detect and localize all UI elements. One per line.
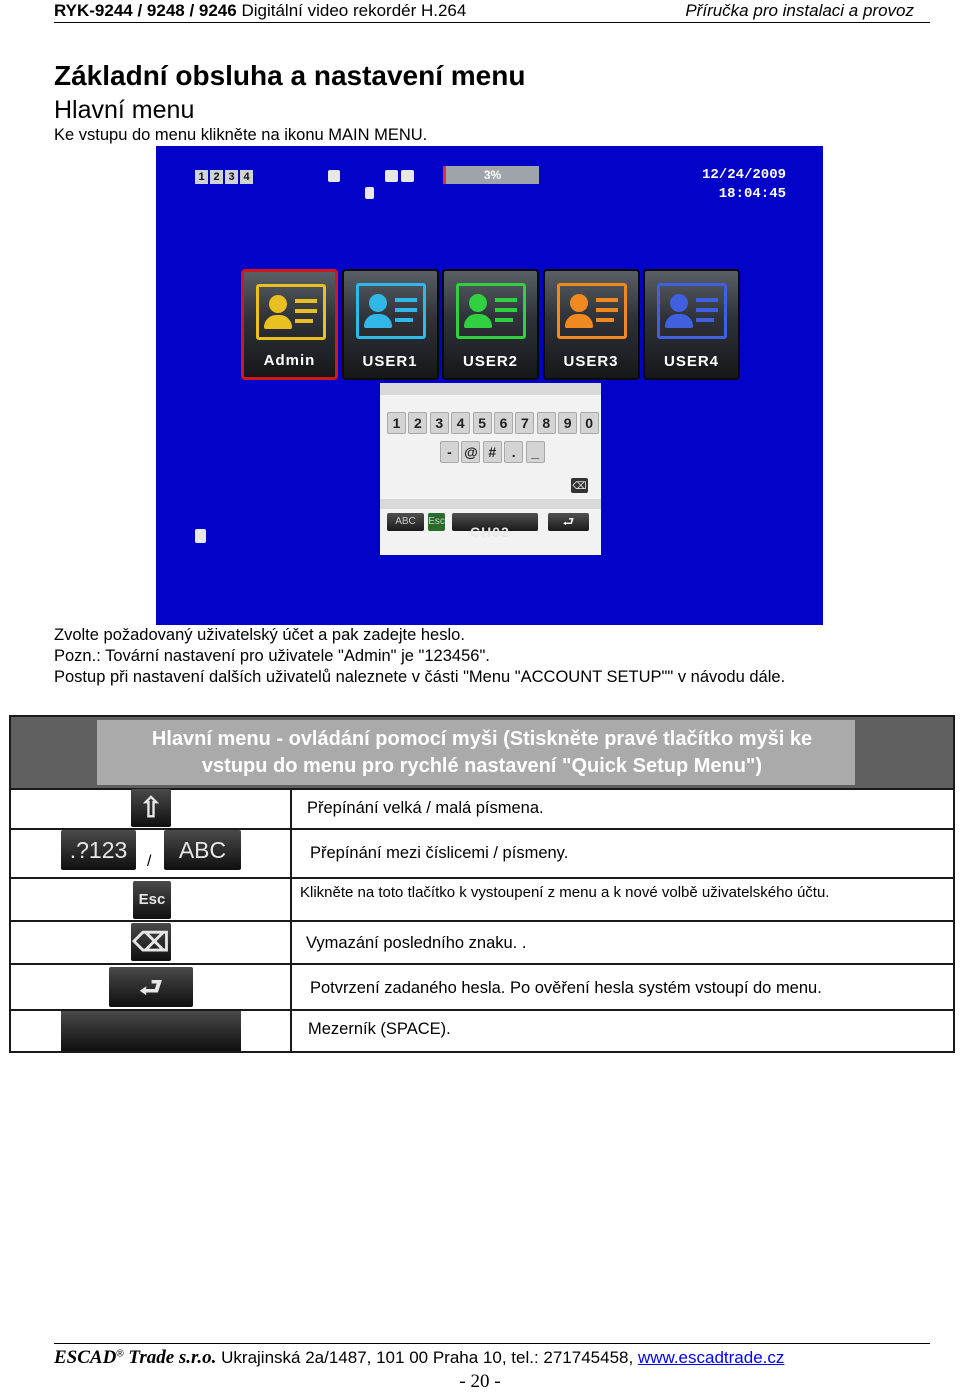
table-row-text: Přepínání mezi číslicemi / písmeny. — [310, 844, 569, 862]
card-line — [395, 318, 413, 322]
note-line: Zvolte požadovaný uživatelský účet a pak zadejte heslo. — [54, 626, 465, 644]
keyboard-key[interactable]: 2 — [408, 412, 427, 434]
table-row-text: Mezerník (SPACE). — [308, 1020, 451, 1038]
record-icon — [401, 170, 414, 182]
user-head-shape — [570, 294, 588, 312]
card-line — [495, 308, 517, 312]
shift-button[interactable] — [131, 789, 171, 827]
footer-website-link[interactable]: www.escadtrade.cz — [637, 1348, 785, 1367]
table-title-line: vstupu do menu pro rychlé nastavení "Quick Setup Menu") — [201, 755, 763, 777]
section-title: Hlavní menu — [54, 96, 195, 124]
user-profile-icon — [256, 284, 326, 340]
card-line — [596, 318, 614, 322]
channel-indicator: 4 — [240, 170, 253, 184]
card-line — [696, 308, 718, 312]
note-line: Postup při nastavení dalších uživatelů naleznete v části "Menu "ACCOUNT SETUP"" v návodu dále. — [54, 668, 786, 686]
backspace-button[interactable] — [131, 923, 171, 961]
card-line — [596, 308, 618, 312]
table-header — [11, 717, 953, 788]
footer — [54, 1347, 784, 1369]
keyboard-key[interactable]: 4 — [451, 412, 470, 434]
numeric-mode-button[interactable]: .?123 — [61, 830, 136, 870]
card-line — [295, 299, 317, 303]
user-head-shape — [369, 294, 387, 312]
header-model — [54, 1, 466, 21]
date-text: 12/24/2009 — [701, 167, 786, 183]
enter-key[interactable] — [548, 513, 589, 531]
page-title: Základní obsluha a nastavení menu — [54, 60, 526, 91]
keyboard-top-bar — [380, 383, 601, 395]
dvr-screen — [156, 146, 823, 625]
user-body-shape — [665, 314, 693, 328]
backspace-icon: ⌫ — [572, 481, 587, 492]
keyboard-key[interactable]: 0 — [580, 412, 599, 434]
channel-label: CH02 — [470, 524, 510, 540]
row-divider — [11, 920, 953, 922]
enter-icon: ⮐ — [139, 972, 163, 1002]
disk-usage-bar: 3% — [443, 166, 539, 184]
user-card-label: USER1 — [362, 353, 418, 370]
backspace-key[interactable] — [571, 478, 588, 493]
row-divider — [11, 828, 953, 830]
user-card[interactable] — [543, 269, 640, 380]
user-body-shape — [565, 314, 593, 328]
time-text: 18:04:45 — [718, 186, 786, 202]
keyboard-key[interactable]: 8 — [537, 412, 556, 434]
mute-icon — [328, 170, 340, 182]
keyboard-key[interactable]: _ — [526, 441, 545, 463]
menu-icon[interactable] — [195, 529, 206, 543]
channel-indicator: 3 — [225, 170, 238, 184]
card-line — [495, 298, 517, 302]
user-profile-icon — [356, 283, 426, 339]
space-button[interactable] — [61, 1011, 241, 1051]
keyboard-key[interactable]: 5 — [473, 412, 492, 434]
user-body-shape — [264, 315, 292, 329]
card-line — [596, 298, 618, 302]
user-card-label: USER4 — [663, 353, 720, 370]
keyboard-mid-bar — [380, 499, 601, 509]
card-line — [696, 318, 714, 322]
card-line — [395, 298, 417, 302]
footer-brand: ESCAD — [54, 1347, 117, 1368]
controls-table — [9, 715, 955, 1053]
esc-button[interactable]: Esc — [133, 881, 171, 919]
keyboard-key[interactable]: 6 — [494, 412, 513, 434]
channel-indicator: 2 — [210, 170, 223, 184]
enter-icon: ⮐ — [562, 514, 575, 529]
row-divider — [11, 963, 953, 965]
card-line — [295, 319, 313, 323]
keyboard-key[interactable]: 1 — [387, 412, 406, 434]
table-title-line: Hlavní menu - ovládání pomocí myši (Stiskněte pravé tlačítko myši ke — [151, 728, 813, 750]
user-profile-icon — [557, 283, 627, 339]
user-body-shape — [364, 314, 392, 328]
keyboard-key[interactable]: # — [483, 441, 502, 463]
header-model-number: RYK-9244 / 9248 / 9246 — [54, 1, 237, 20]
user-card[interactable] — [241, 269, 338, 380]
intro-text: Ke vstupu do menu klikněte na ikonu MAIN MENU. — [54, 126, 428, 144]
table-row-text: Potvrzení zadaného hesla. Po ověření hesla systém vstoupí do menu. — [310, 979, 822, 997]
keyboard-key[interactable]: - — [440, 441, 459, 463]
footer-address: Ukrajinská 2a/1487, 101 00 Praha 10, tel.: 271745458, — [221, 1348, 634, 1367]
user-head-shape — [469, 294, 487, 312]
card-line — [495, 318, 513, 322]
keyboard-key[interactable]: @ — [461, 441, 480, 463]
user-profile-icon — [657, 283, 727, 339]
channel-indicator: 1 — [195, 170, 208, 184]
page-number: - 20 - — [459, 1371, 501, 1392]
enter-button[interactable] — [109, 967, 193, 1007]
card-line — [696, 298, 718, 302]
user-card-label: USER2 — [462, 353, 519, 370]
keyboard-key[interactable]: 9 — [558, 412, 577, 434]
note-line: Pozn.: Tovární nastavení pro uživatele "Admin" je "123456". — [54, 647, 490, 665]
header-manual: Příručka pro instalaci a provoz — [685, 1, 914, 20]
user-card-label: Admin — [263, 352, 316, 369]
footer-company: Trade s.r.o. — [128, 1347, 217, 1368]
shift-arrow-icon: ⇧ — [139, 792, 163, 823]
network-icon — [385, 170, 398, 182]
table-row-text: Klikněte na toto tlačítko k vystoupení z menu a k nové volbě uživatelského účtu. — [300, 884, 830, 901]
datetime — [702, 166, 786, 204]
user-card[interactable] — [643, 269, 740, 380]
card-line — [295, 309, 317, 313]
table-title — [11, 726, 953, 780]
abc-key[interactable]: ABC — [387, 513, 424, 531]
table-row-text: Vymazání posledního znaku. . — [306, 934, 527, 952]
user-head-shape — [670, 294, 688, 312]
header-product: Digitální video rekordér H.264 — [241, 1, 467, 20]
slash-separator: / — [147, 853, 152, 870]
lock-icon — [365, 187, 374, 199]
keyboard-key[interactable]: 7 — [515, 412, 534, 434]
backspace-icon: ⌫ — [132, 927, 170, 957]
user-card[interactable] — [442, 269, 539, 380]
user-profile-icon — [456, 283, 526, 339]
footer-divider — [54, 1343, 930, 1344]
user-head-shape — [269, 295, 287, 313]
alpha-mode-button[interactable]: ABC — [164, 830, 241, 870]
keyboard-key[interactable]: 3 — [430, 412, 449, 434]
user-body-shape — [464, 314, 492, 328]
user-card[interactable] — [342, 269, 439, 380]
card-line — [395, 308, 417, 312]
esc-key[interactable]: Esc — [428, 513, 445, 531]
header-divider — [54, 22, 930, 23]
row-divider — [11, 877, 953, 879]
table-row-text: Přepínání velká / malá písmena. — [307, 799, 544, 817]
registered-mark: ® — [116, 1348, 124, 1360]
keyboard-key[interactable]: . — [504, 441, 523, 463]
user-card-label: USER3 — [563, 353, 619, 370]
